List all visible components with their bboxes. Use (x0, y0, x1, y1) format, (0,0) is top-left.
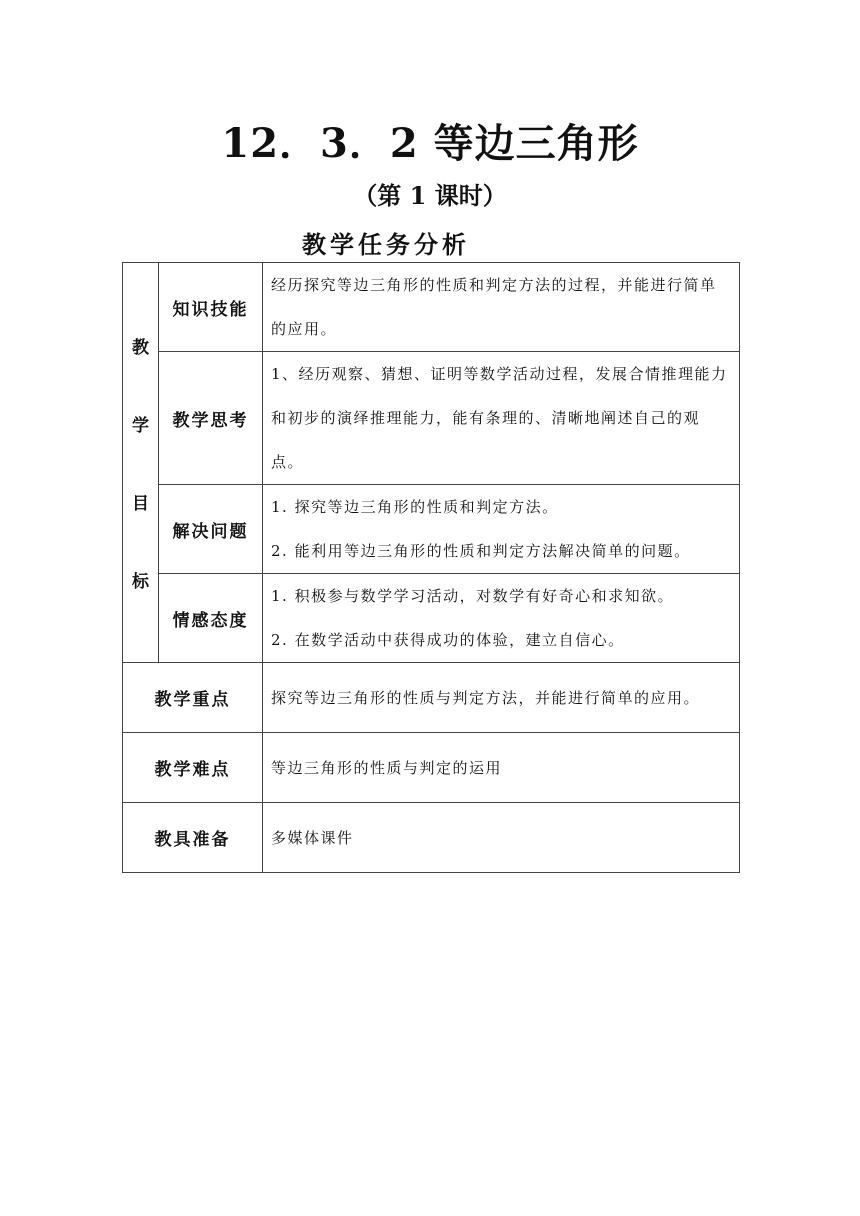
key-points-content: 探究等边三角形的性质与判定方法，并能进行简单的应用。 (263, 663, 740, 733)
objective-label: 情感态度 (159, 574, 263, 663)
objective-row-attitude (123, 574, 740, 663)
materials-label: 教具准备 (123, 803, 263, 873)
objective-text: 1、经历观察、猜想、证明等数学活动过程，发展合情推理能力和初步的演绎推理能力，能有条理的、清晰地阐述自己的观点。 (271, 365, 728, 471)
row-key-points (123, 663, 740, 733)
objective-content (263, 574, 740, 663)
objective-text: 2. 在数学活动中获得成功的体验，建立自信心。 (271, 631, 625, 649)
row-materials (123, 803, 740, 873)
materials-content: 多媒体课件 (263, 803, 740, 873)
objective-content (263, 352, 740, 485)
objectives-label-char: 学 (132, 416, 149, 436)
objectives-label-char: 教 (132, 338, 149, 358)
row-difficulties (123, 733, 740, 803)
key-points-label: 教学重点 (123, 663, 263, 733)
lesson-plan-table (122, 262, 740, 873)
section-heading: 教学任务分析 (302, 230, 470, 259)
objective-label: 知识技能 (159, 263, 263, 352)
objective-content (263, 263, 740, 352)
objective-text: 2. 能利用等边三角形的性质和判定方法解决简单的问题。 (271, 542, 691, 560)
objective-row-thinking (123, 352, 740, 485)
objective-label: 教学思考 (159, 352, 263, 485)
objective-text: 1. 积极参与数学学习活动，对数学有好奇心和求知欲。 (271, 587, 675, 605)
objectives-label-cell (123, 263, 159, 663)
objective-text: 1. 探究等边三角形的性质和判定方法。 (271, 498, 559, 516)
objectives-label-char: 标 (132, 572, 149, 592)
objective-label: 解决问题 (159, 485, 263, 574)
objective-row-knowledge (123, 263, 740, 352)
objective-text: 经历探究等边三角形的性质和判定方法的过程，并能进行简单的应用。 (271, 276, 717, 338)
difficulties-label: 教学难点 (123, 733, 263, 803)
objective-content (263, 485, 740, 574)
difficulties-content: 等边三角形的性质与判定的运用 (263, 733, 740, 803)
objectives-label-char: 目 (132, 494, 149, 514)
page-title: 12．3．2 等边三角形 (221, 120, 639, 167)
objective-row-problem-solving (123, 485, 740, 574)
lesson-subtitle: （第 1 课时） (353, 181, 507, 210)
